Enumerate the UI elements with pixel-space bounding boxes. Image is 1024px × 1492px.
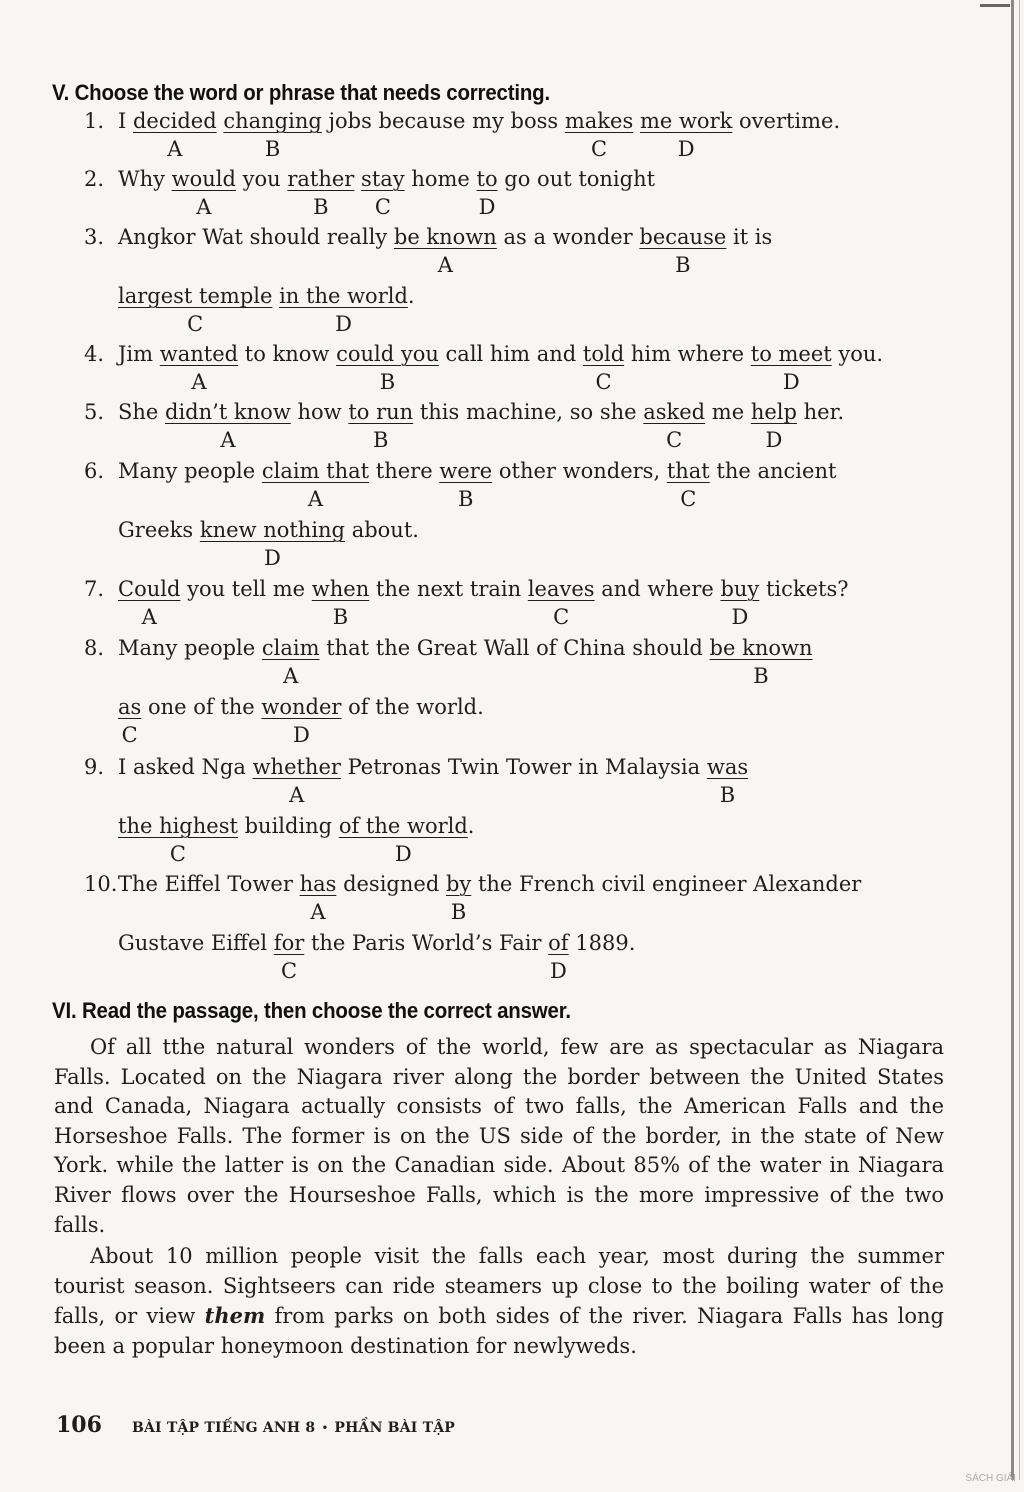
question-text: jobs because my boss — [321, 109, 565, 133]
underlined-option-d: wonder — [261, 695, 342, 719]
underlined-option-d: in the world — [279, 284, 408, 308]
option-letter-a: A — [220, 428, 236, 452]
underlined-option-c: told — [582, 342, 625, 366]
question-text: me — [705, 400, 751, 424]
option-letter-a: A — [167, 137, 183, 161]
question-text: Many people — [118, 636, 262, 660]
option-letter-c: C — [666, 428, 683, 452]
option-letter-d: D — [293, 723, 310, 747]
option-letter-c: C — [187, 312, 204, 336]
question-number: 2. — [84, 167, 105, 191]
question-number: 8. — [84, 636, 105, 660]
book-part: PHẦN BÀI TẬP — [334, 1420, 456, 1436]
option-letter-b: B — [373, 428, 389, 452]
underlined-option-a: wanted — [159, 342, 239, 366]
question-number: 3. — [84, 225, 105, 249]
question-line — [118, 167, 655, 191]
underlined-option-d: of — [548, 931, 569, 955]
option-letter-c: C — [591, 137, 608, 161]
question-text: designed — [336, 872, 446, 896]
underlined-option-d: to — [476, 167, 498, 191]
option-letter-a: A — [310, 900, 326, 924]
underlined-option-d: me work — [639, 109, 733, 133]
footer-bullet: • — [321, 1421, 329, 1435]
underlined-option-a: claim that — [261, 459, 370, 483]
option-letter-d: D — [549, 959, 567, 983]
underlined-option-a: would — [171, 167, 236, 191]
option-letter-d: D — [731, 605, 749, 629]
option-letter-c: C — [680, 487, 697, 511]
question-line — [118, 284, 415, 308]
underlined-option-b: by — [445, 872, 472, 896]
option-letter-d: D — [765, 428, 783, 452]
page-edge-line — [1011, 0, 1014, 1480]
question-number: 10. — [84, 872, 118, 896]
question-text: you — [235, 167, 288, 191]
question-text: go out tonight — [497, 167, 656, 191]
option-letter-b: B — [450, 900, 467, 924]
option-letter-a: A — [141, 605, 157, 629]
underlined-option-a: claim — [261, 636, 320, 660]
underlined-option-a: Could — [118, 577, 181, 601]
question-text: tickets? — [759, 577, 849, 601]
question-line — [118, 109, 840, 133]
question-text: to know — [238, 342, 337, 366]
passage-text: About 10 million people visit the falls each year, most during the summer tourist season. Sightseers can ride steamers up close to the boiling water of the falls, or view — [54, 1244, 944, 1329]
question-text — [633, 109, 640, 133]
underlined-option-c: that — [666, 459, 710, 483]
underlined-option-d: to meet — [750, 342, 832, 366]
question-text: Gustave Eiffel — [118, 931, 274, 955]
underlined-option-c: for — [273, 931, 305, 955]
question-text: one of the — [141, 695, 262, 719]
question-text: her. — [796, 400, 844, 424]
underlined-option-d: knew nothing — [199, 518, 346, 542]
option-letter-b: B — [332, 605, 349, 629]
underlined-option-b: were — [439, 459, 493, 483]
question-text: Jim — [118, 342, 160, 366]
question-number: 1. — [84, 109, 105, 133]
option-letter-d: D — [394, 842, 412, 866]
question-number: 4. — [84, 342, 105, 366]
question-number: 7. — [84, 577, 105, 601]
page-edge-line-inner — [1019, 0, 1020, 1480]
underlined-option-b: changing — [223, 109, 322, 133]
question-text: how — [290, 400, 349, 424]
option-letter-a: A — [307, 487, 324, 511]
option-letter-d: D — [478, 195, 496, 219]
section-5-title: V. Choose the word or phrase that needs correcting. — [52, 80, 550, 105]
emphasized-word: them — [204, 1303, 266, 1329]
question-text: you tell me — [180, 577, 312, 601]
underlined-option-a: whether — [252, 755, 341, 779]
option-letter-d: D — [335, 312, 352, 336]
question-text: the ancient — [709, 459, 837, 483]
underlined-option-c: largest temple — [118, 284, 273, 308]
book-title: BÀI TẬP TIẾNG ANH 8 — [131, 1420, 316, 1436]
option-letter-b: B — [675, 253, 691, 277]
option-letter-c: C — [553, 605, 570, 629]
question-text: The Eiffel Tower — [118, 872, 300, 896]
question-line — [118, 400, 844, 424]
question-line — [118, 695, 484, 719]
option-letter-c: C — [595, 370, 612, 394]
question-line — [118, 931, 635, 955]
question-text: the Paris World’s Fair — [304, 931, 549, 955]
question-line — [118, 342, 883, 366]
question-line — [118, 636, 813, 660]
question-number: 5. — [84, 400, 105, 424]
option-letter-b: B — [753, 664, 769, 688]
question-number: 6. — [84, 459, 105, 483]
question-line — [118, 872, 861, 896]
option-letter-c: C — [169, 842, 186, 866]
question-text: of the world. — [341, 695, 484, 719]
question-text: about. — [345, 518, 419, 542]
question-text: She — [118, 400, 166, 424]
option-letter-b: B — [379, 370, 396, 394]
underlined-option-b: was — [706, 755, 749, 779]
question-text: call him and — [438, 342, 583, 366]
option-letter-b: B — [719, 783, 736, 807]
reading-passage — [54, 1033, 944, 1362]
underlined-option-b: because — [639, 225, 727, 249]
underlined-option-c: stay — [361, 167, 405, 191]
question-text: as a wonder — [496, 225, 640, 249]
question-line — [118, 814, 474, 838]
question-text: there — [369, 459, 440, 483]
underlined-option-d: help — [750, 400, 797, 424]
underlined-option-a: be known — [393, 225, 497, 249]
question-text: you. — [831, 342, 884, 366]
question-text: I asked Nga — [118, 755, 253, 779]
option-letter-c: C — [374, 195, 391, 219]
underlined-option-c: as — [118, 695, 142, 719]
underlined-option-a: didn’t know — [165, 400, 291, 424]
question-text: that the Great Wall of China should — [319, 636, 710, 660]
question-text: this machine, so she — [413, 400, 644, 424]
question-text: Angkor Wat should really — [118, 225, 394, 249]
question-text: 1889. — [568, 931, 636, 955]
underlined-option-a: decided — [132, 109, 217, 133]
underlined-option-b: when — [311, 577, 370, 601]
option-letter-a: A — [191, 370, 207, 394]
question-line — [118, 755, 748, 779]
question-line — [118, 577, 849, 601]
question-text: Why — [118, 167, 172, 191]
option-letter-c: C — [280, 959, 298, 983]
question-text: I — [118, 109, 133, 133]
option-letter-a: A — [289, 783, 305, 807]
question-text: Petronas Twin Tower in Malaysia — [340, 755, 707, 779]
option-letter-a: A — [437, 253, 453, 277]
question-number: 9. — [84, 755, 105, 779]
question-line — [118, 518, 419, 542]
underlined-option-b: rather — [287, 167, 355, 191]
option-letter-b: B — [264, 137, 281, 161]
page-edge-cap — [980, 4, 1010, 7]
underlined-option-a: has — [299, 872, 337, 896]
question-text: him where — [624, 342, 751, 366]
underlined-option-c: asked — [643, 400, 706, 424]
option-letter-b: B — [313, 195, 329, 219]
underlined-option-b: to run — [348, 400, 414, 424]
page-number: 106 — [56, 1412, 102, 1438]
underlined-option-c: makes — [564, 109, 634, 133]
question-text: Many people — [118, 459, 262, 483]
passage-paragraph — [54, 1033, 944, 1240]
question-text: other wonders, — [492, 459, 667, 483]
option-letter-b: B — [458, 487, 474, 511]
question-text: overtime. — [732, 109, 841, 133]
option-letter-d: D — [677, 137, 695, 161]
question-text: . — [467, 814, 475, 838]
section-6-title: VI. Read the passage, then choose the correct answer. — [52, 998, 571, 1023]
underlined-option-b: could you — [336, 342, 439, 366]
option-letter-c: C — [121, 723, 138, 747]
underlined-option-c: the highest — [118, 814, 238, 838]
passage-text: Of all tthe natural wonders of the world, few are as spectacular as Niagara Falls. Located on the Niagara river along the border between the United States and Canada, Niagara actually consists of two falls, the American Falls and the Horseshoe Falls. The former is on the US side of the border, in the state of New York. while the latter is on the Canadian side. About 85% of the water in Niagara River flows over the Hourseshoe Falls, which is the more impressive of the two falls. — [54, 1035, 944, 1237]
underlined-option-c: leaves — [527, 577, 595, 601]
question-text: it is — [726, 225, 773, 249]
underlined-option-d: buy — [720, 577, 760, 601]
underlined-option-b: be known — [709, 636, 813, 660]
page-footer — [56, 1412, 455, 1438]
watermark: SÁCH GIẢI — [965, 1473, 1016, 1484]
question-line — [118, 225, 772, 249]
option-letter-a: A — [283, 664, 299, 688]
question-text: the next train — [369, 577, 528, 601]
underlined-option-d: of the world — [338, 814, 468, 838]
option-letter-a: A — [196, 195, 212, 219]
question-line — [118, 459, 836, 483]
passage-paragraph — [54, 1242, 944, 1361]
option-letter-d: D — [782, 370, 800, 394]
option-letter-d: D — [264, 546, 281, 570]
question-text: building — [237, 814, 339, 838]
question-text: and where — [594, 577, 721, 601]
question-text: Greeks — [118, 518, 200, 542]
question-text: home — [404, 167, 477, 191]
question-text: . — [407, 284, 415, 308]
passage-text: from parks on both sides of the river. Niagara Falls has long been a popular honeymoon destination for newlyweds. — [54, 1304, 945, 1358]
question-text: the French civil engineer Alexander — [471, 872, 862, 896]
